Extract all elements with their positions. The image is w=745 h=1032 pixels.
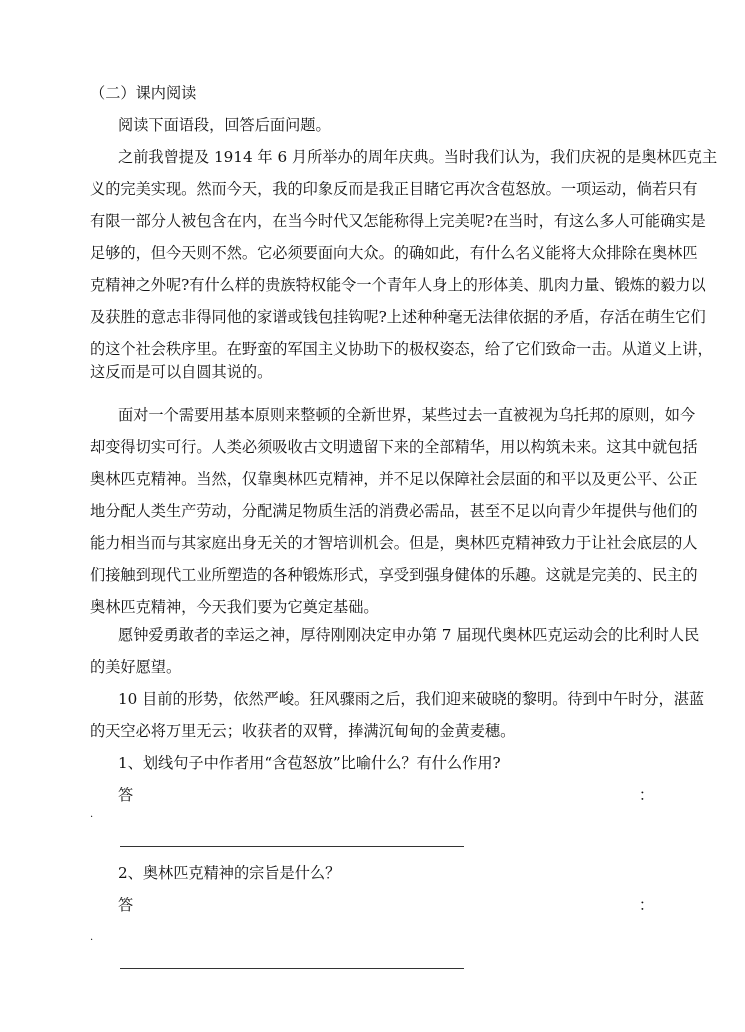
section-title: （二）课内阅读 (90, 84, 197, 102)
answer-line[interactable] (120, 968, 464, 969)
instruction-text: 阅读下面语段，回答后面问题。 (118, 116, 331, 134)
paragraph-3-line: 的美好愿望。 (90, 658, 182, 676)
question-1-answer-row (118, 780, 654, 810)
paragraph-1-line: 及获胜的意志非得同他的家谱或钱包挂钩呢?上述种种毫无法律依据的矛盾，存活在萌生它们 (90, 308, 706, 326)
answer-line[interactable] (120, 846, 464, 847)
paragraph-2-line: 能力相当而与其家庭出身无关的才智培训机会。但是，奥林匹克精神致力于让社会底层的人 (90, 534, 698, 552)
paragraph-1-line: 之前我曾提及 1914 年 6 月所举办的周年庆典。当时我们认为，我们庆祝的是奥林匹克主 (118, 148, 718, 166)
answer-colon: ： (638, 896, 654, 914)
paragraph-2-line: 们接触到现代工业所塑造的各种锻炼形式，享受到强身健体的乐趣。这就是完美的、民主的 (90, 566, 698, 584)
paragraph-1-line: 的这个社会秩序里。在野蛮的军国主义协助下的极权姿态，给了它们致命一击。从道义上讲， (90, 340, 713, 358)
question-1-text: 1、划线句子中作者用“含苞怒放”比喻什么？有什么作用? (118, 754, 501, 772)
question-2-answer-row (118, 890, 654, 920)
answer-label: 答 (118, 786, 134, 804)
paragraph-3-line: 愿钟爱勇敢者的幸运之神，厚待刚刚决定申办第 7 届现代奥林匹克运动会的比利时人民 (118, 626, 700, 644)
line-mark: . (90, 809, 94, 820)
paragraph-2-line: 却变得切实可行。人类必须吸收古文明遗留下来的全部精华，用以构筑未来。这其中就包括 (90, 438, 698, 456)
paragraph-2-line: 面对一个需要用基本原则来整顿的全新世界，某些过去一直被视为乌托邦的原则，如今 (118, 406, 696, 424)
paragraph-1-line: 克精神之外呢?有什么样的贵族特权能令一个青年人身上的形体美、肌肉力量、锻炼的毅力以 (90, 276, 706, 294)
question-2-text: 2、奥林匹克精神的宗旨是什么？ (118, 864, 341, 882)
paragraph-4-line: 的天空必将万里无云；收获者的双臂，捧满沉甸甸的金黄麦穗。 (90, 722, 516, 740)
paragraph-1-line: 足够的，但今天则不然。它必须要面向大众。的确如此，有什么名义能将大众排除在奥林匹 (90, 244, 698, 262)
paragraph-2-line: 奥林匹克精神，今天我们要为它奠定基础。 (90, 598, 379, 616)
answer-label: 答 (118, 896, 134, 914)
answer-colon: ： (638, 786, 654, 804)
line-mark: . (90, 932, 94, 943)
paragraph-1-line: 有限一部分人被包含在内，在当今时代又怎能称得上完美呢?在当时，有这么多人可能确实是 (90, 212, 706, 230)
paragraph-2-line: 奥林匹克精神。当然，仅靠奥林匹克精神，并不足以保障社会层面的和平以及更公平、公正 (90, 470, 698, 488)
paragraph-1-line: 这反而是可以自圆其说的。 (90, 363, 273, 381)
paragraph-2-line: 地分配人类生产劳动，分配满足物质生活的消费必需品，甚至不足以向青少年提供与他们的 (90, 502, 698, 520)
paragraph-1-line: 义的完美实现。然而今天，我的印象反而是我正目睹它再次含苞怒放。一项运动，倘若只有 (90, 180, 698, 198)
paragraph-4-line: 10 目前的形势，依然严峻。狂风骤雨之后，我们迎来破晓的黎明。待到中午时分，湛蓝 (118, 690, 705, 708)
